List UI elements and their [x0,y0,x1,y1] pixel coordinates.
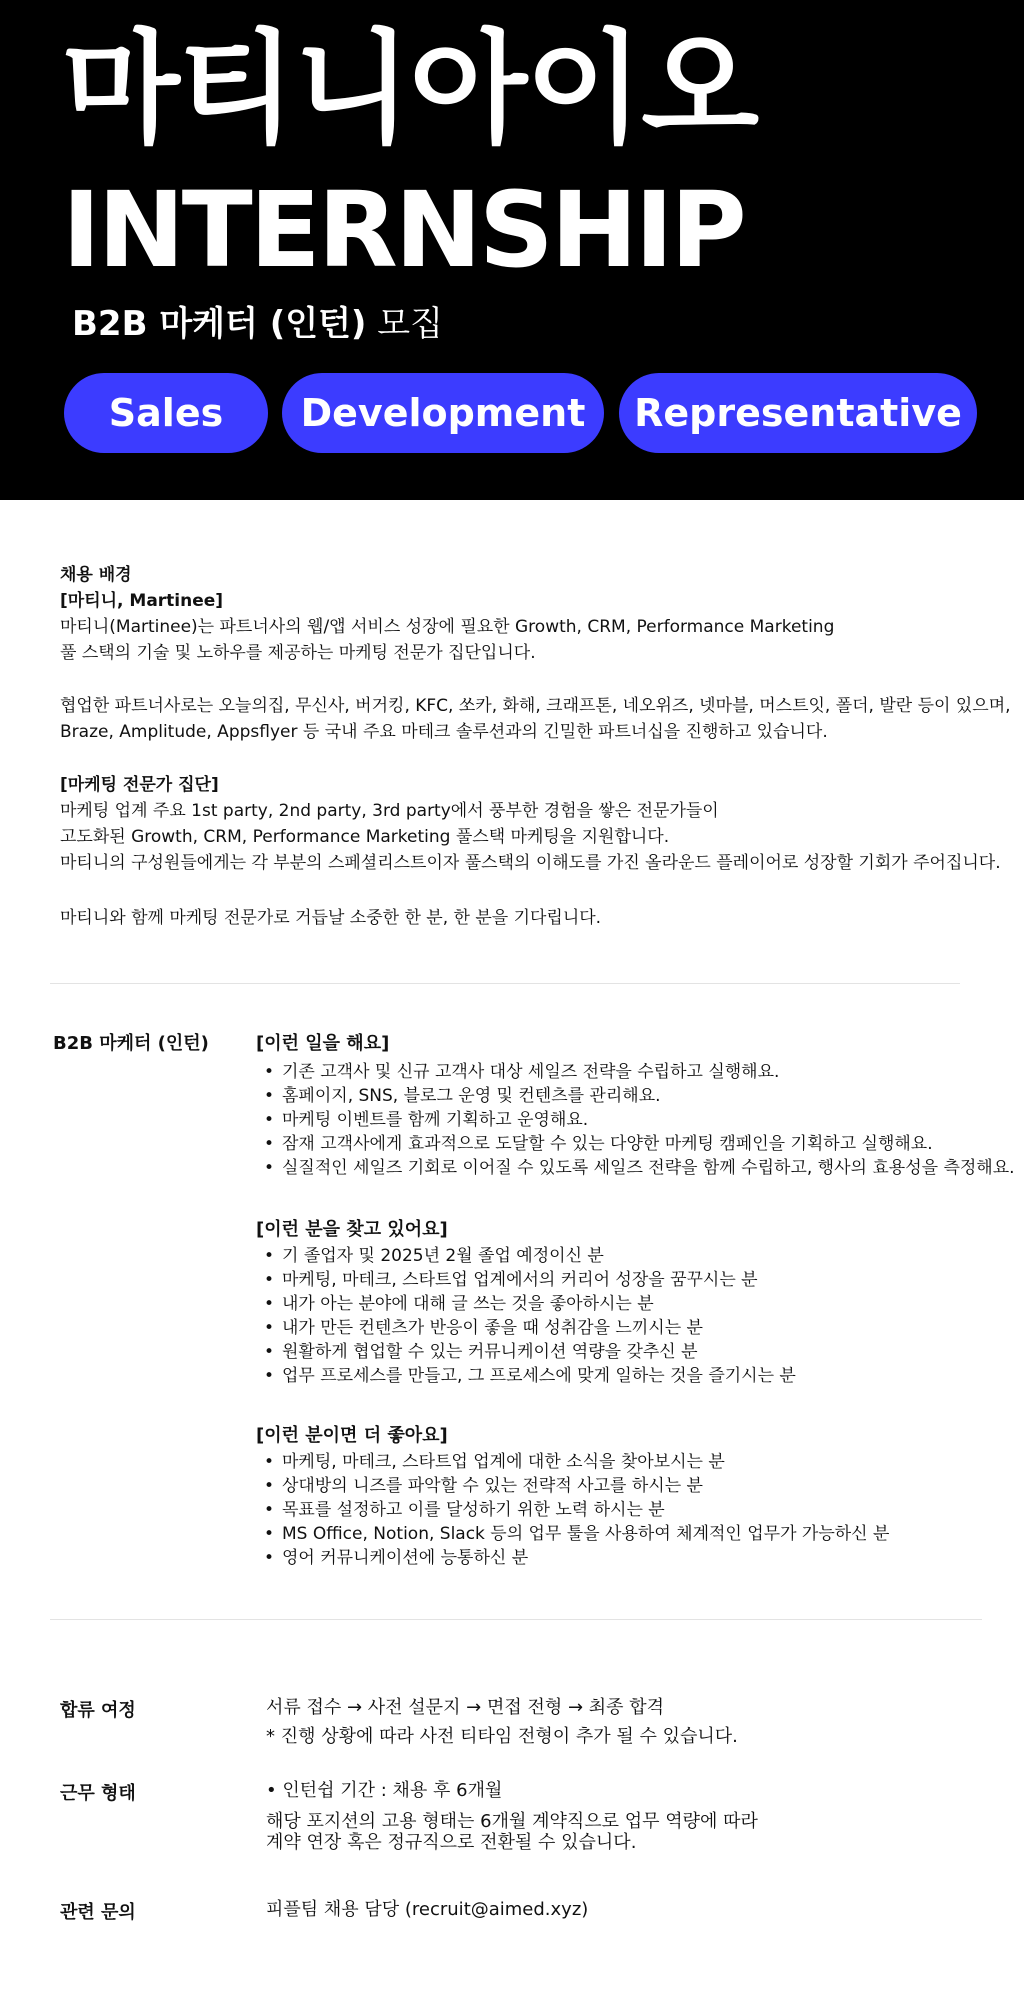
company-line-2: 풀 스택의 기술 및 노하우를 제공하는 마케팅 전문가 집단입니다. [60,643,536,663]
process-label: 합류 여정 [60,1700,136,1721]
list-item: • 상대방의 니즈를 파악할 수 있는 전략적 사고를 하시는 분 [262,1474,889,1498]
list-item: • 실질적인 세일즈 기회로 이어질 수 있도록 세일즈 전략을 함께 수립하고, 행사의 효용성을 측정해요. [262,1156,1015,1180]
hero-title: 마티니아이오 [62,18,758,160]
expert-line-2: 고도화된 Growth, CRM, Performance Marketing 풀스택 마케팅을 지원합니다. [60,827,670,847]
expert-heading: [마케팅 전문가 집단] [60,775,219,795]
employment-period: • 인턴쉽 기간 : 채용 후 6개월 [266,1780,503,1801]
tag-development: Development [282,373,604,453]
list-item: • 업무 프로세스를 만들고, 그 프로세스에 맞게 일하는 것을 즐기시는 분 [262,1364,796,1388]
list-item: • 마케팅, 마테크, 스타트업 업계에서의 커리어 성장을 꿈꾸시는 분 [262,1268,796,1292]
requirements-heading: [이런 분을 찾고 있어요] [256,1219,448,1240]
divider-1 [50,983,960,984]
preferred-list [262,1450,889,1570]
background-closing: 마티니와 함께 마케팅 전문가로 거듭날 소중한 한 분, 한 분을 기다립니다. [60,908,602,928]
list-item: • 목표를 설정하고 이를 달성하기 위한 노력 하시는 분 [262,1498,889,1522]
partner-line-1: 협업한 파트너사로는 오늘의집, 무신사, 버거킹, KFC, 쏘카, 화해, 크래프톤, 네오위즈, 넷마블, 머스트잇, 폴더, 발란 등이 있으며, [60,696,1011,716]
preferred-heading: [이런 분이면 더 좋아요] [256,1425,448,1446]
duties-heading: [이런 일을 해요] [256,1033,390,1054]
company-line-1: 마티니(Martinee)는 파트너사의 웹/앱 서비스 성장에 필요한 Growth, CRM, Performance Marketing [60,617,835,637]
list-item: • 기 졸업자 및 2025년 2월 졸업 예정이신 분 [262,1244,796,1268]
list-item: • 기존 고객사 및 신규 고객사 대상 세일즈 전략을 수립하고 실행해요. [262,1060,1015,1084]
position-label: B2B 마케터 (인턴) [53,1033,209,1054]
hero-role-rest: 모집 [366,304,443,344]
background-heading: 채용 배경 [60,565,132,585]
tag-sales: Sales [64,373,268,453]
expert-line-3: 마티니의 구성원들에게는 각 부분의 스페셜리스트이자 풀스택의 이해도를 가진 올라운드 플레이어로 성장할 기회가 주어집니다. [60,853,1001,873]
employment-desc-2: 계약 연장 혹은 정규직으로 전환될 수 있습니다. [266,1832,637,1853]
expert-line-1: 마케팅 업계 주요 1st party, 2nd party, 3rd party에서 풍부한 경험을 쌓은 전문가들이 [60,801,719,821]
company-heading: [마티니, Martinee] [60,591,224,611]
contact-value: 피플팀 채용 담당 (recruit@aimed.xyz) [266,1899,589,1920]
hero-role-bold: B2B 마케터 (인턴) [72,304,367,344]
list-item: • 홈페이지, SNS, 블로그 운영 및 컨텐츠를 관리해요. [262,1084,1015,1108]
process-note: * 진행 상황에 따라 사전 티타임 전형이 추가 될 수 있습니다. [266,1726,738,1747]
requirements-list [262,1244,796,1388]
employment-desc-1: 해당 포지션의 고용 형태는 6개월 계약직으로 업무 역량에 따라 [266,1811,758,1832]
divider-2 [50,1619,982,1620]
contact-label: 관련 문의 [60,1902,136,1923]
process-steps: 서류 접수 → 사전 설문지 → 면접 전형 → 최종 합격 [266,1697,665,1718]
hero-banner [0,0,1024,500]
list-item: • 마케팅, 마테크, 스타트업 업계에 대한 소식을 찾아보시는 분 [262,1450,889,1474]
tag-pills [0,373,1024,453]
hero-role [72,296,443,345]
partner-line-2: Braze, Amplitude, Appsflyer 등 국내 주요 마테크 솔루션과의 긴밀한 파트너십을 진행하고 있습니다. [60,722,828,742]
hero-subtitle: INTERNSHIP [62,169,744,291]
list-item: • 내가 아는 분야에 대해 글 쓰는 것을 좋아하시는 분 [262,1292,796,1316]
tag-representative: Representative [619,373,977,453]
list-item: • 마케팅 이벤트를 함께 기획하고 운영해요. [262,1108,1015,1132]
employment-label: 근무 형태 [60,1783,136,1804]
list-item: • MS Office, Notion, Slack 등의 업무 툴을 사용하여 체계적인 업무가 가능하신 분 [262,1522,889,1546]
duties-list [262,1060,1015,1180]
list-item: • 잠재 고객사에게 효과적으로 도달할 수 있는 다양한 마케팅 캠페인을 기획하고 실행해요. [262,1132,1015,1156]
list-item: • 영어 커뮤니케이션에 능통하신 분 [262,1546,889,1570]
list-item: • 원활하게 협업할 수 있는 커뮤니케이션 역량을 갖추신 분 [262,1340,796,1364]
list-item: • 내가 만든 컨텐츠가 반응이 좋을 때 성취감을 느끼시는 분 [262,1316,796,1340]
